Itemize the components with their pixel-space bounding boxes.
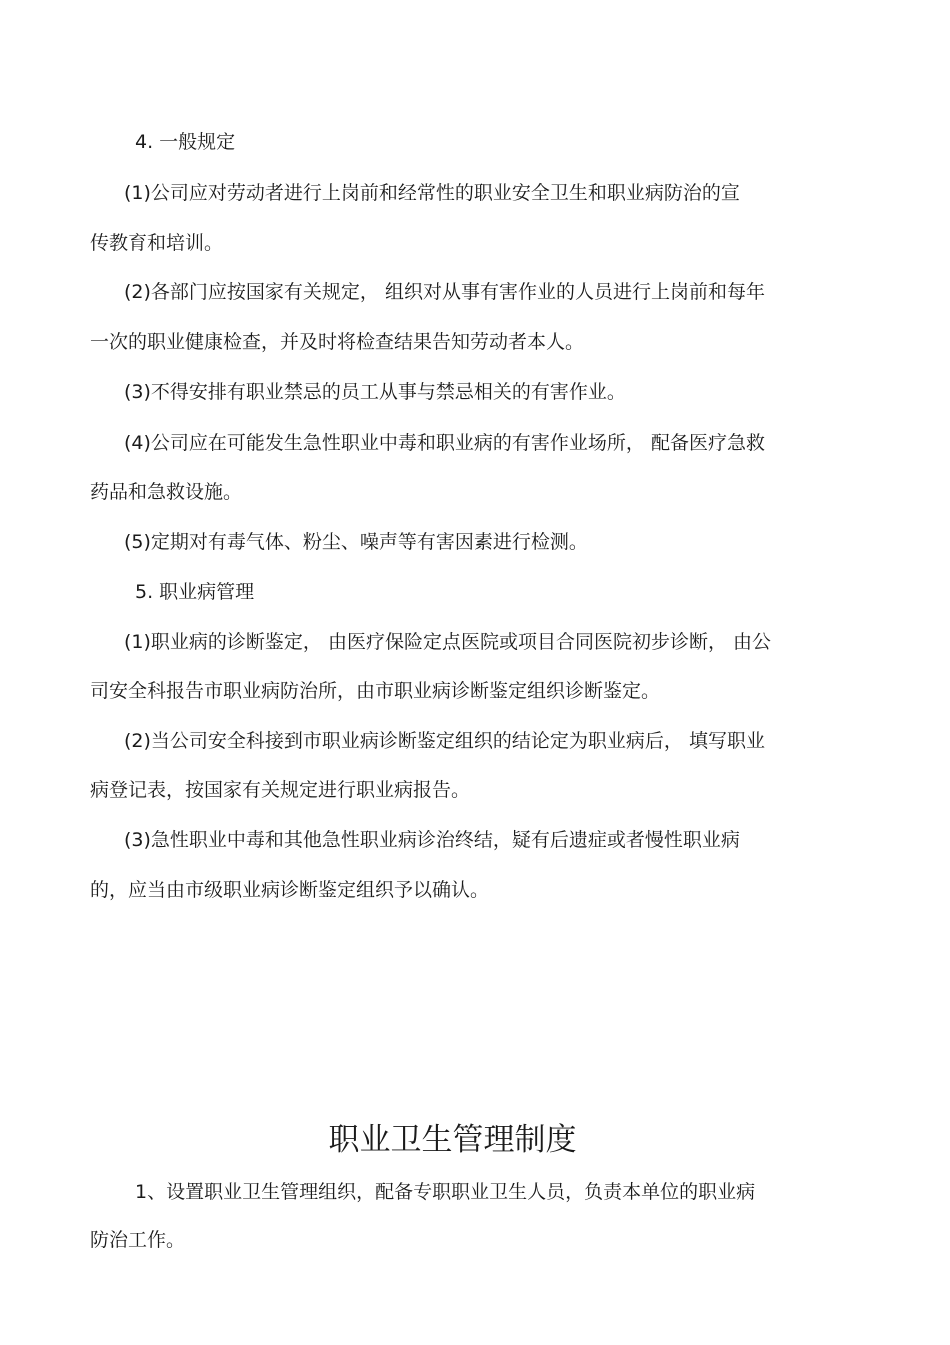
section-5-item-1-line-1: (1)职业病的诊断鉴定， 由医疗保险定点医院或项目合同医院初步诊断， 由公 [124,631,771,653]
section-5-item-1-line-2: 司安全科报告市职业病防治所，由市职业病诊断鉴定组织诊断鉴定。 [90,680,661,702]
section-5-item-3-line-1: (3)急性职业中毒和其他急性职业病诊治终结，疑有后遗症或者慢性职业病 [124,829,740,851]
section-5-item-2-line-1: (2)当公司安全科接到市职业病诊断鉴定组织的结论定为职业病后， 填写职业 [124,730,765,752]
section-4-item-1-line-1: (1)公司应对劳动者进行上岗前和经常性的职业安全卫生和职业病防治的宣 [124,182,740,204]
section-4-item-3-line-1: (3)不得安排有职业禁忌的员工从事与禁忌相关的有害作业。 [124,381,626,403]
section-4-item-2-line-1: (2)各部门应按国家有关规定， 组织对从事有害作业的人员进行上岗前和每年 [124,281,765,303]
doc2-item-1-line-1: 1、设置职业卫生管理组织，配备专职职业卫生人员，负责本单位的职业病 [135,1181,756,1203]
section-5-item-2-line-2: 病登记表，按国家有关规定进行职业病报告。 [90,779,471,801]
section-4-item-4-line-1: (4)公司应在可能发生急性职业中毒和职业病的有害作业场所， 配备医疗急救 [124,432,765,454]
doc-title [0,1121,950,1159]
section-4-item-5-line-1: (5)定期对有毒气体、粉尘、噪声等有害因素进行检测。 [124,531,588,553]
section-5-heading: 5. 职业病管理 [135,581,255,603]
section-4-heading: 4. 一般规定 [135,131,236,153]
section-4-item-2-line-2: 一次的职业健康检查，并及时将检查结果告知劳动者本人。 [90,331,585,353]
doc2-item-1-line-2: 防治工作。 [90,1229,186,1251]
doc-title-text: 职业卫生管理制度 [328,1122,577,1158]
section-4-item-1-line-2: 传教育和培训。 [90,232,224,254]
section-4-item-4-line-2: 药品和急救设施。 [90,481,243,503]
section-5-item-3-line-2: 的，应当由市级职业病诊断鉴定组织予以确认。 [90,879,490,901]
